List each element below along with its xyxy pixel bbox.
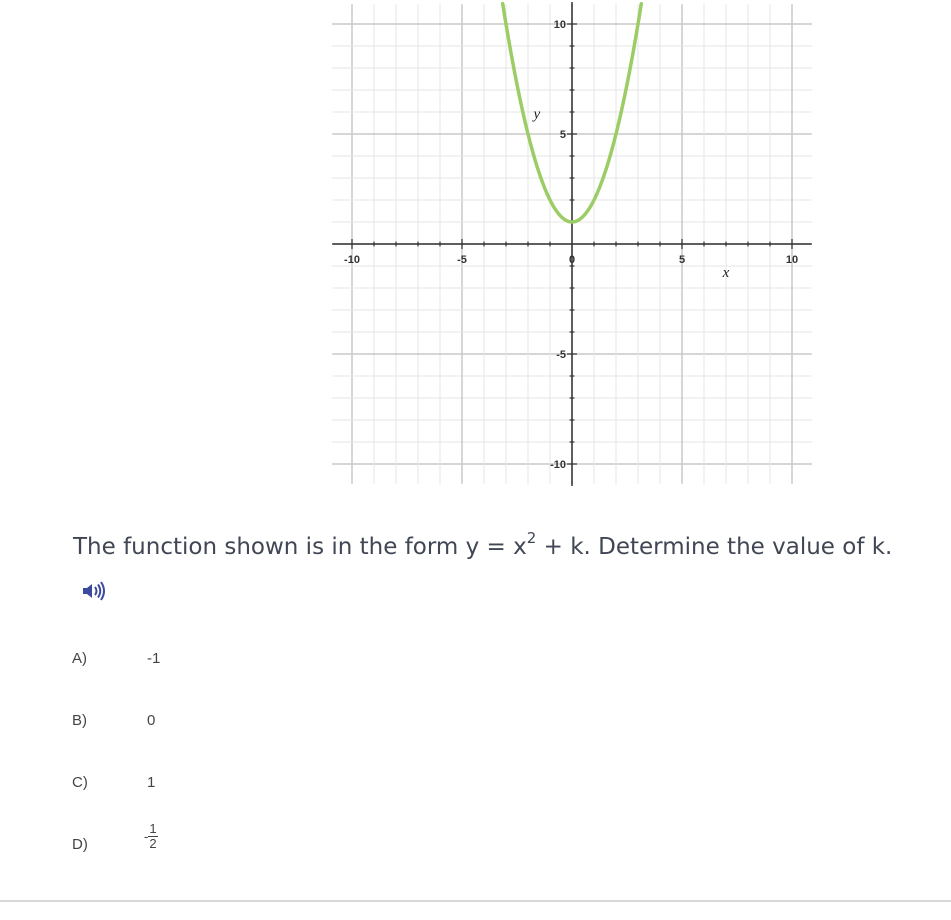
choice-a-letter: A)	[72, 650, 87, 667]
question-text-start: The function shown is in the form y = x	[73, 534, 527, 560]
choice-d-fraction	[148, 822, 157, 851]
audio-play-button[interactable]	[80, 578, 110, 604]
x-tick-label: 10	[785, 254, 799, 266]
speaker-icon	[80, 578, 110, 604]
y-tick-label: 5	[559, 129, 566, 141]
choice-d-letter: D)	[72, 836, 88, 853]
choice-d-sign: -	[144, 829, 149, 844]
x-tick-label: -5	[457, 254, 467, 266]
x-tick-label: 5	[678, 254, 686, 266]
question-text	[73, 529, 943, 560]
choice-b-value: 0	[147, 712, 156, 729]
x-tick-label: -10	[344, 254, 360, 266]
choice-b[interactable]	[72, 712, 192, 752]
y-tick-label: 10	[553, 19, 566, 31]
y-axis-label: y	[533, 106, 541, 123]
choice-d[interactable]	[72, 822, 192, 868]
choice-a-value: -1	[147, 650, 161, 667]
question-exponent: 2	[526, 529, 537, 547]
x-tick-label: 0	[568, 254, 576, 266]
choice-d-denominator: 2	[149, 836, 157, 851]
choice-d-numerator: 1	[149, 821, 157, 836]
choice-c[interactable]	[72, 774, 192, 814]
choice-c-value: 1	[147, 774, 156, 791]
coordinate-graph	[330, 0, 815, 490]
choice-b-letter: B)	[72, 712, 87, 729]
y-tick-label: -10	[550, 459, 566, 471]
question-text-end: + k. Determine the value of k.	[536, 534, 893, 560]
choice-a[interactable]	[72, 650, 192, 690]
choice-c-letter: C)	[72, 774, 88, 791]
x-axis-label: x	[722, 265, 730, 281]
graph-svg	[330, 0, 815, 490]
bottom-divider	[0, 900, 951, 902]
y-tick-label: -5	[556, 349, 566, 361]
choice-d-value	[144, 822, 158, 851]
